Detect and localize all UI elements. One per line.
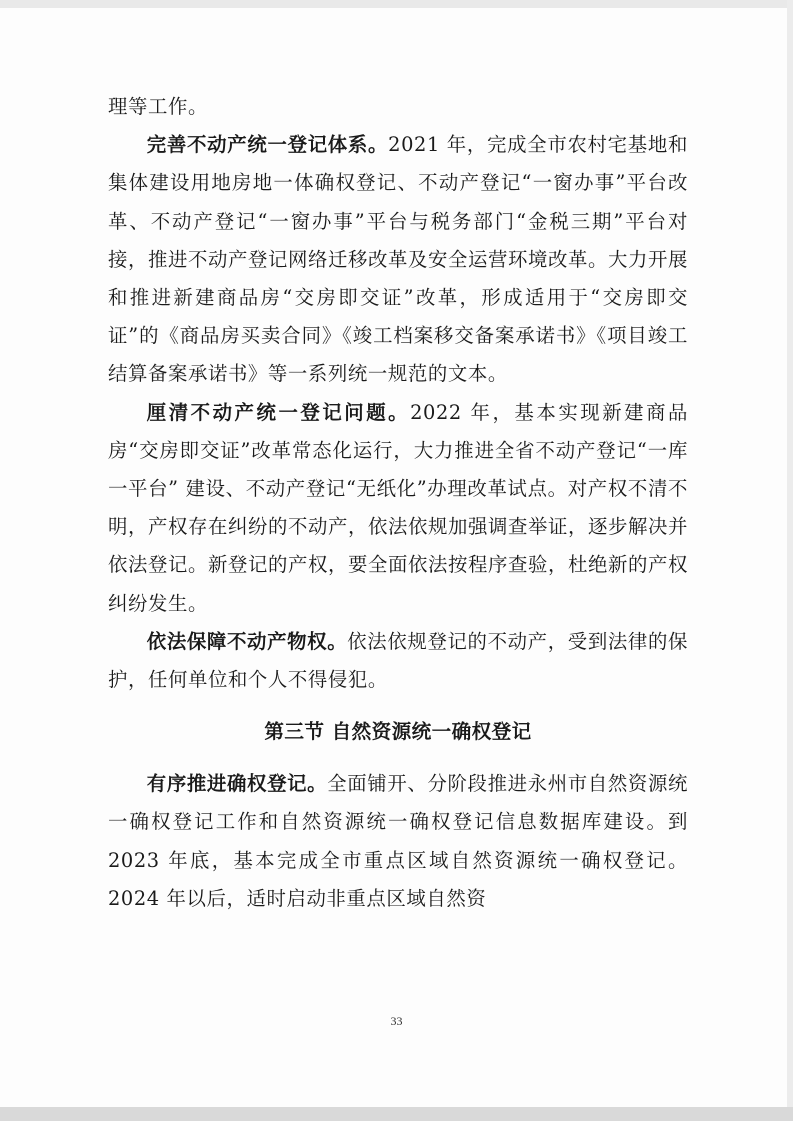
- paragraph-lead: 完善不动产统一登记体系。: [146, 133, 389, 157]
- section-heading: 第三节 自然资源统一确权登记: [264, 720, 532, 744]
- paragraph-lead: 依法保障不动产物权。: [146, 629, 348, 653]
- paragraph-lead: 厘清不动产统一登记问题。: [146, 400, 411, 424]
- scan-edge-top: [0, 0, 793, 8]
- paragraph-orderly-confirmation: 有序推进确权登记。全面铺开、分阶段推进永州市自然资源统一确权登记工作和自然资源统一确权登记信息数据库建设。到 2023 年底，基本完成全市重点区域自然资源统一确权登记。2024 年以后，适时启动非重点区域自然资: [108, 772, 688, 910]
- paragraph-improve-registration-system: 完善不动产统一登记体系。2021 年，完成全市农村宅基地和集体建设用地房地一体确权登记、不动产登记“一窗办事”平台改革、不动产登记“一窗办事”平台与税务部门“金税三期”平台对接，推进不动产登记网络迁移改革及安全运营环境改革。大力开展和推进新建商品房“交房即交证”改革，形成适用于“交房即交证”的《商品房买卖合同》《竣工档案移交备案承诺书》《项目竣工结算备案承诺书》等一系列统一规范的文本。: [108, 133, 688, 386]
- paragraph-continuation: 理等工作。: [108, 95, 208, 118]
- scan-edge-bottom: [0, 1107, 793, 1121]
- scan-edge-right: [787, 0, 793, 1121]
- page-body: [108, 88, 688, 918]
- paragraph-protect-property-rights: 依法保障不动产物权。依法依规登记的不动产，受到法律的保护，任何单位和个人不得侵犯。: [108, 629, 688, 692]
- paragraph-lead: 有序推进确权登记。: [146, 772, 328, 796]
- page-number: 33: [390, 1014, 403, 1028]
- paragraph-clarify-registration-issues: 厘清不动产统一登记问题。2022 年，基本实现新建商品房“交房即交证”改革常态化运行，大力推进全省不动产登记“一库一平台” 建设、不动产登记“无纸化”办理改革试点。对产权不清不明，产权存在纠纷的不动产，依法依规加强调查举证，逐步解决并依法登记。新登记的产权，要全面依法按程序查验，杜绝新的产权纠纷发生。: [108, 400, 689, 615]
